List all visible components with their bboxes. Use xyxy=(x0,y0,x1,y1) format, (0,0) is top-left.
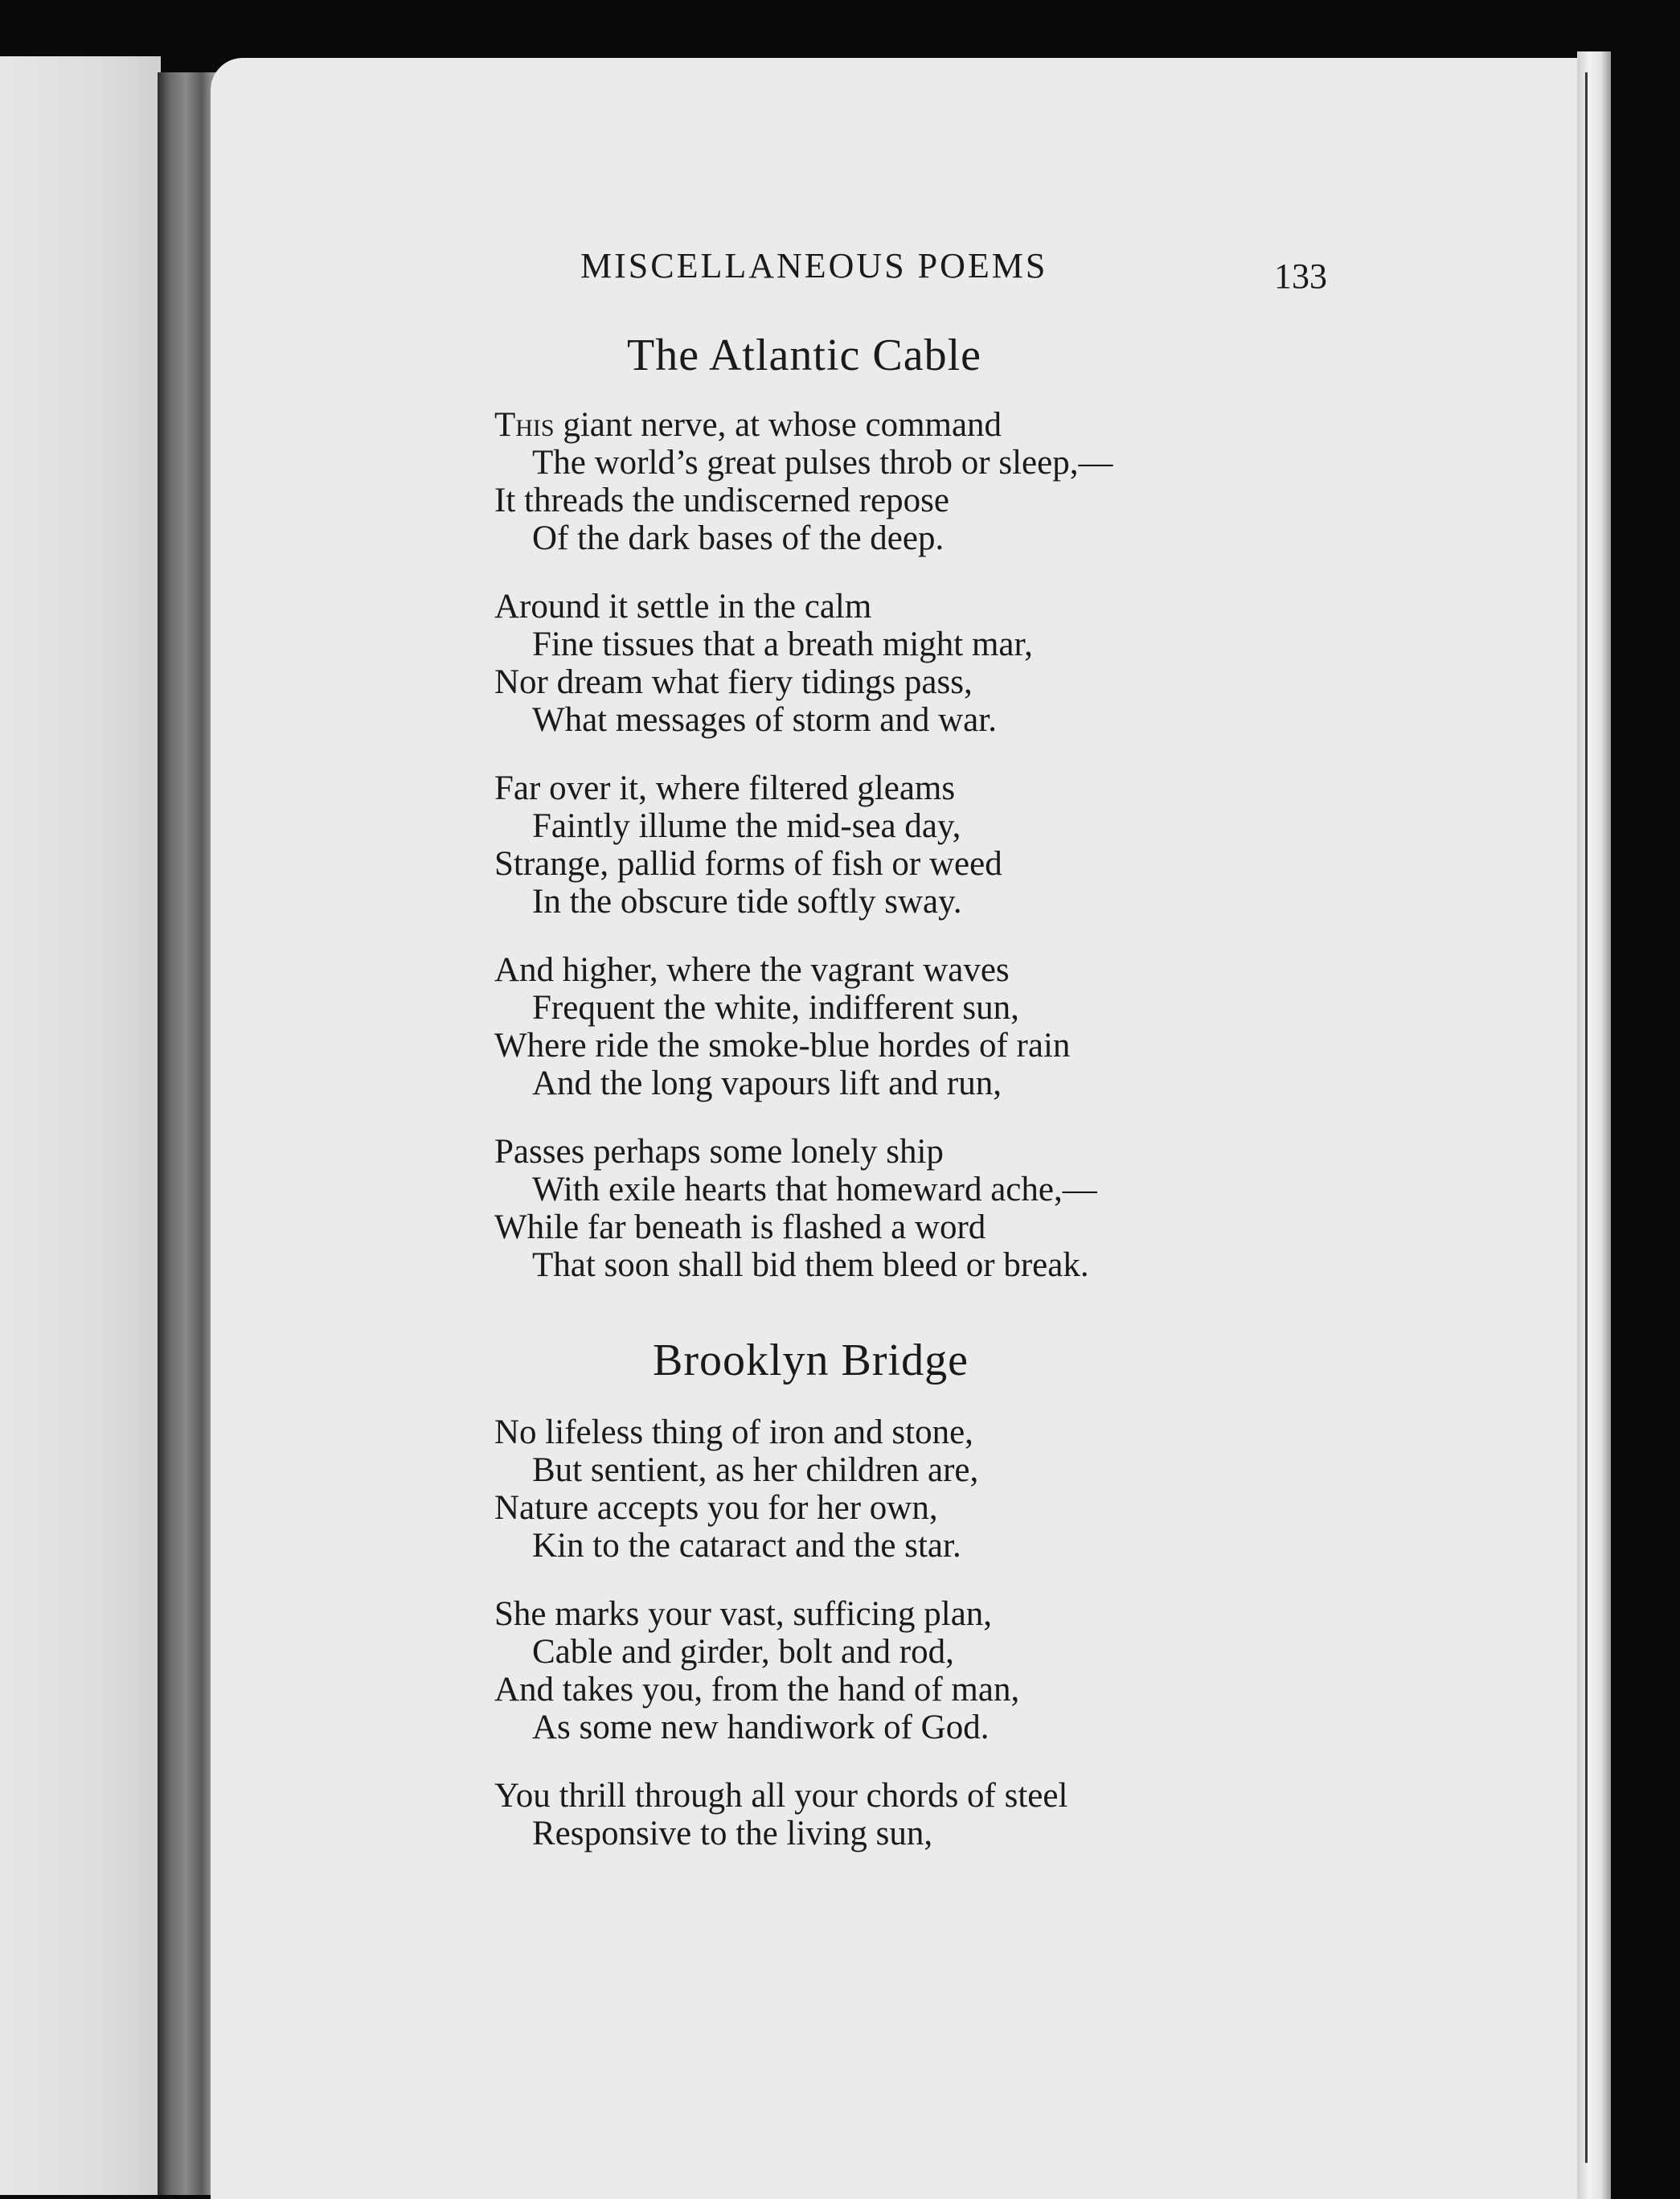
stanza xyxy=(494,1777,1067,1852)
running-head: MISCELLANEOUS POEMS xyxy=(580,246,1048,285)
poem-atlantic-cable xyxy=(494,406,1112,1315)
poem-line: Of the dark bases of the deep. xyxy=(532,519,944,557)
stanza xyxy=(494,1133,1112,1284)
poem-line: The world’s great pulses throb or sleep,— xyxy=(532,444,1113,482)
poem-line: But sentient, as her children are, xyxy=(532,1451,979,1489)
stanza xyxy=(494,951,1112,1102)
poem-line: Cable and girder, bolt and rod, xyxy=(532,1633,954,1671)
poem-line: No lifeless thing of iron and stone, xyxy=(494,1413,973,1451)
poem-brooklyn-bridge xyxy=(494,1413,1067,1883)
poem-line: This giant nerve, at whose command xyxy=(494,406,1002,444)
poem-line: Nature accepts you for her own, xyxy=(494,1489,938,1527)
poem-line: Far over it, where filtered gleams xyxy=(494,769,956,807)
poem-line: As some new handiwork of God. xyxy=(532,1709,990,1746)
poem-line: In the obscure tide softly sway. xyxy=(532,883,962,921)
poem-line: And the long vapours lift and run, xyxy=(532,1065,1002,1102)
stanza xyxy=(494,1413,1067,1565)
poem-line: Responsive to the living sun, xyxy=(532,1815,933,1852)
poem-title-brooklyn-bridge: Brooklyn Bridge xyxy=(653,1335,969,1385)
facing-page-edge xyxy=(0,56,161,2195)
stanza xyxy=(494,588,1112,739)
poem-line: Passes perhaps some lonely ship xyxy=(494,1133,944,1171)
poem-line: It threads the undiscerned repose xyxy=(494,482,949,519)
poem-line: Strange, pallid forms of fish or weed xyxy=(494,845,1002,883)
poem-line: She marks your vast, sufficing plan, xyxy=(494,1595,993,1633)
poem-line: Frequent the white, indifferent sun, xyxy=(532,989,1019,1027)
poem-line: With exile hearts that homeward ache,— xyxy=(532,1171,1097,1208)
poem-line: And takes you, from the hand of man, xyxy=(494,1671,1020,1709)
page-edge-right xyxy=(1577,51,1611,2199)
stanza xyxy=(494,769,1112,921)
poem-line: And higher, where the vagrant waves xyxy=(494,951,1010,989)
page-edge-line xyxy=(1585,72,1588,2163)
poem-line: While far beneath is flashed a word xyxy=(494,1208,986,1246)
poem-line: Kin to the cataract and the star. xyxy=(532,1527,961,1565)
poem-line: You thrill through all your chords of steel xyxy=(494,1777,1068,1815)
poem-line: Around it settle in the calm xyxy=(494,588,872,626)
page-number: 133 xyxy=(1274,256,1327,296)
poem-title-atlantic-cable: The Atlantic Cable xyxy=(627,330,981,380)
poem-line: Fine tissues that a breath might mar, xyxy=(532,626,1033,663)
poem-line: What messages of storm and war. xyxy=(532,701,997,739)
stanza xyxy=(494,406,1112,557)
opening-word: This xyxy=(494,406,555,444)
stanza xyxy=(494,1595,1067,1746)
poem-line: Faintly illume the mid-sea day, xyxy=(532,807,961,845)
poem-line: Nor dream what fiery tidings pass, xyxy=(494,663,973,701)
poem-line: That soon shall bid them bleed or break. xyxy=(532,1246,1089,1284)
poem-line: Where ride the smoke-blue hordes of rain xyxy=(494,1027,1071,1065)
